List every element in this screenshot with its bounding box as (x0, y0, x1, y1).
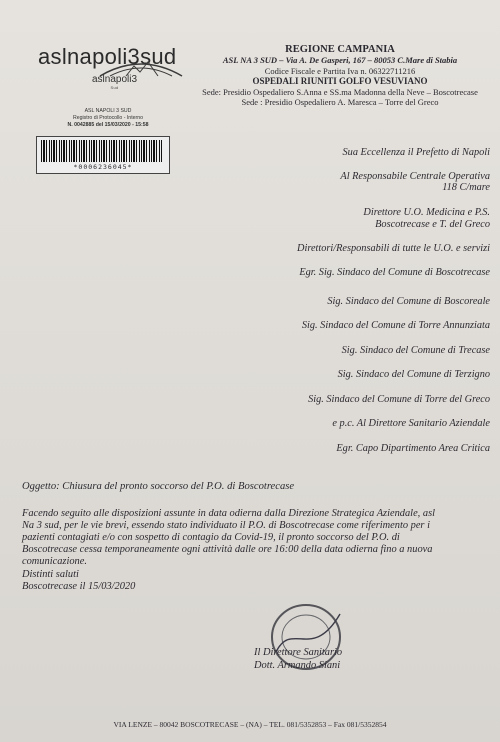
recipient-sindaco-boscoreale: Sig. Sindaco del Comune di Boscoreale (327, 296, 490, 307)
body-line-1: Facendo seguito alle disposizioni assunte in data odierna dalla Direzione Strategica Aziendale, asl (22, 508, 435, 519)
asl-wordmark: aslnapoli3sud (38, 44, 177, 69)
letter-footer: VIA LENZE – 80042 BOSCOTRECASE – (NA) – TEL. 081/5352853 – Fax 081/5352854 (113, 720, 387, 729)
recipient-prefetto: Sua Eccellenza il Prefetto di Napoli (342, 147, 490, 158)
barcode-number: *0006236045* (73, 163, 133, 171)
signature-block (254, 646, 342, 672)
signature-title: Il Direttore Sanitario (254, 647, 343, 658)
letterhead (180, 45, 500, 107)
signature-name: Dott. Armando Siani (254, 660, 341, 671)
recipient-centrale-operativa: Al Responsabile Centrale Operativa (340, 171, 490, 182)
seat-1: Sede: Presidio Ospedaliero S.Anna e SS.ma Madonna della Neve – Boscotrecase (202, 86, 478, 97)
place-date: Boscotrecase il 15/03/2020 (22, 581, 136, 592)
body-line-2: Na 3 sud, per le vie brevi, essendo stato individuato il P.O. di Boscotrecase come riferimento per i (22, 520, 430, 531)
subject-line: Oggetto: Chiusura del pronto soccorso del P.O. di Boscotrecase (22, 481, 295, 492)
protocol-stamp (38, 108, 178, 129)
recipient-sindaco-torre-annunziata: Sig. Sindaco del Comune di Torre Annunziata (301, 320, 490, 331)
recipient-sindaco-boscotrecase: Egr. Sig. Sindaco del Comune di Boscotrecase (299, 267, 490, 278)
body-line-4: Boscotrecase cessa temporaneamente ogni attività dalle ore 16:00 della data odierna fino a nuova (22, 544, 433, 555)
recipient-direttore-sanitario: e p.c. Al Direttore Sanitario Aziendale (332, 418, 490, 429)
recipient-direttore-uo: Direttore U.O. Medicina e P.S. (363, 207, 490, 218)
seat-2: Sede : Presidio Ospedaliero A. Maresca – Torre del Greco (241, 97, 439, 108)
body-line-3: pazienti contagiati e/o con sospetto di contagio da Covid-19, il pronto soccorso del P.O. di (22, 532, 400, 543)
region-name: REGIONE CAMPANIA (285, 44, 395, 55)
recipient-direttori-responsabili: Direttori/Responsabili di tutte le U.O. e servizi (297, 243, 490, 254)
recipient-capo-dipartimento: Egr. Capo Dipartimento Area Critica (336, 443, 490, 454)
recipient-sindaco-torre-del-greco: Sig. Sindaco del Comune di Torre del Greco (308, 394, 490, 405)
barcode (36, 136, 170, 174)
recipient-sindaco-terzigno: Sig. Sindaco del Comune di Terzigno (337, 369, 490, 380)
recipient-boscotrecase-tdg: Boscotrecase e T. del Greco (375, 219, 490, 230)
recipient-118: 118 C/mare (442, 182, 490, 193)
asl-address: ASL NA 3 SUD – Via A. De Gasperi, 167 – 80053 C.Mare di Stabia (222, 55, 458, 66)
asl-small-name: aslnapoli3 (92, 74, 138, 85)
protocol-line-3: N. 0042885 del 15/03/2020 - 15:58 (67, 122, 149, 128)
asl-small-sub: Sud (110, 85, 119, 90)
protocol-line-2: Registro di Protocollo - Interno (72, 115, 144, 121)
tax-code: Codice Fiscale e Partita Iva n. 06322711216 (264, 65, 416, 76)
protocol-line-1: ASL NAPOLI 3 SUD (84, 108, 132, 114)
recipient-sindaco-trecase: Sig. Sindaco del Comune di Trecase (341, 345, 490, 356)
asl-small-logo (92, 74, 137, 90)
hospitals-name: OSPEDALI RIUNITI GOLFO VESUVIANO (252, 76, 428, 87)
barcode-bars (41, 140, 163, 162)
body-line-5: comunicazione. (22, 556, 87, 567)
closing-greeting: Distinti saluti (22, 569, 79, 580)
